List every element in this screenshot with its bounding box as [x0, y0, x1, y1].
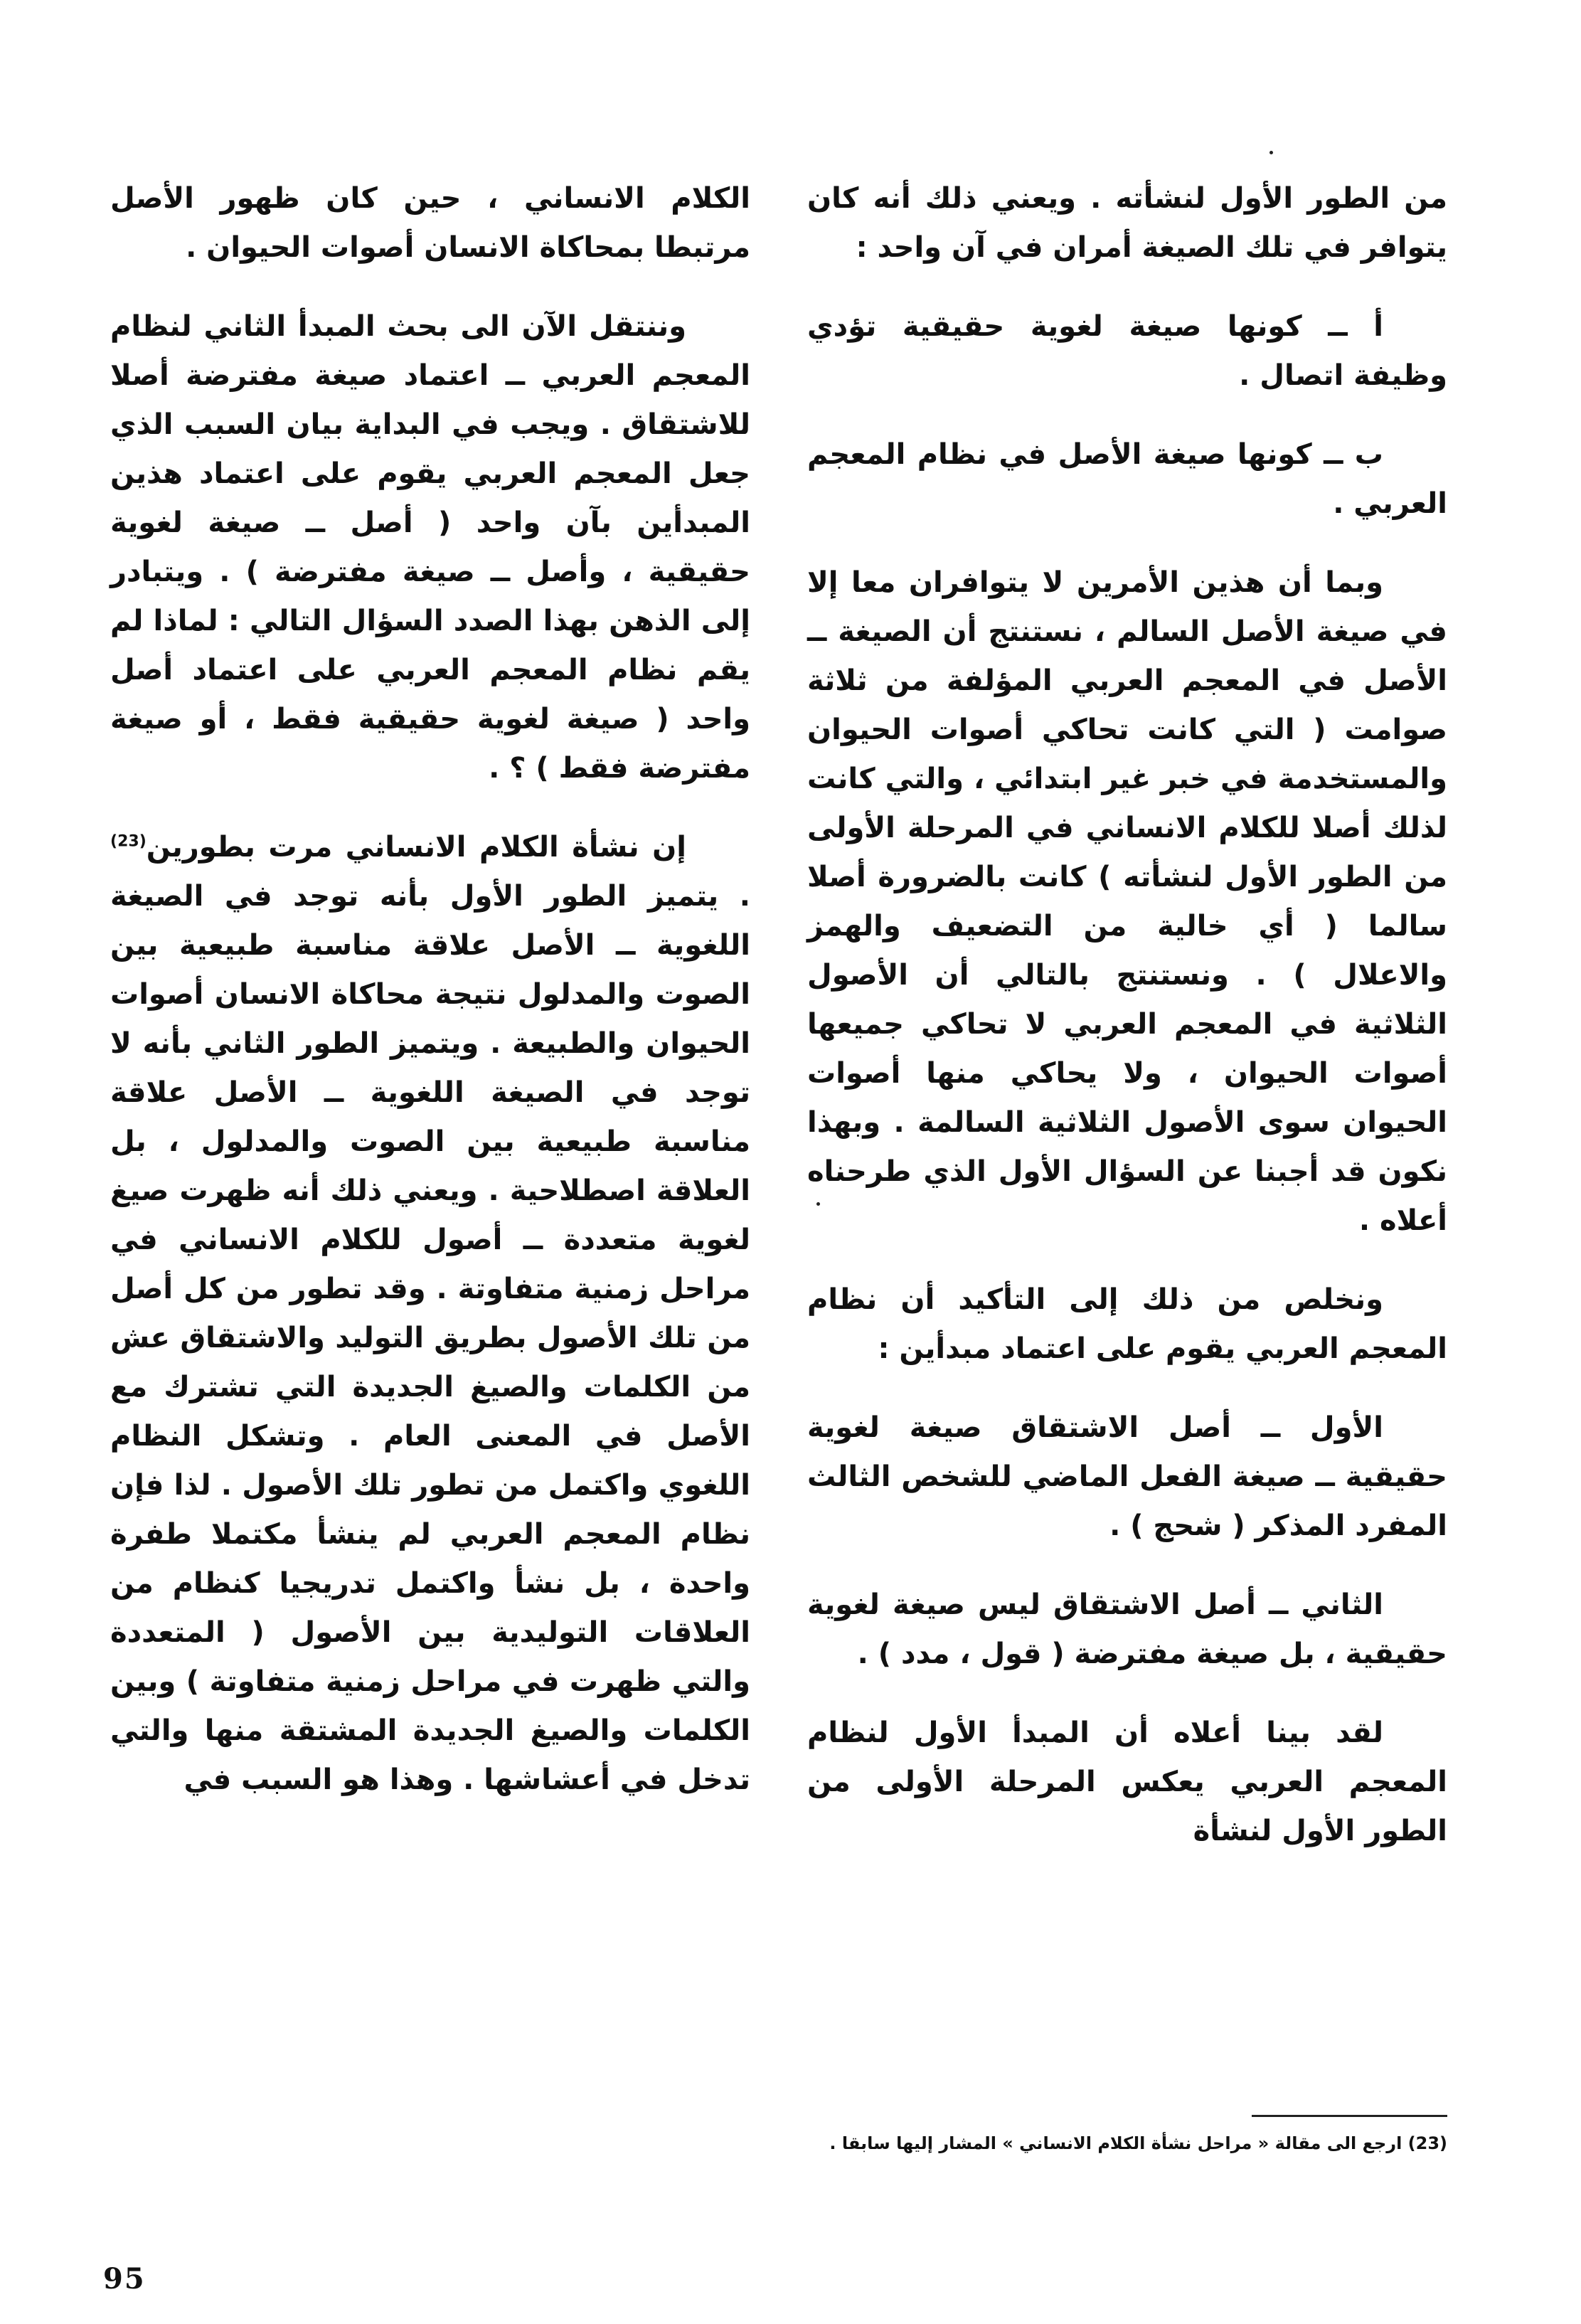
- paragraph: [110, 823, 750, 1805]
- right-column: [807, 174, 1447, 1886]
- footnote-reference[interactable]: (23): [110, 832, 147, 851]
- scan-speck: [1269, 151, 1273, 154]
- footnote-divider: [1252, 2115, 1447, 2117]
- paragraph: الكلام الانساني ، حين كان ظهور الأصل مرتبطا بمحاكاة الانسان أصوات الحيوان .: [110, 182, 750, 264]
- principle-second: الثاني ــ أصل الاشتقاق ليس صيغة لغوية حقيقية ، بل صيغة مفترضة ( قول ، مدد ) .: [807, 1588, 1447, 1670]
- page-number: 95: [103, 2262, 146, 2296]
- left-column: [110, 174, 750, 1835]
- paragraph: ونخلص من ذلك إلى التأكيد أن نظام المعجم العربي يقوم على اعتماد مبدأين :: [807, 1283, 1447, 1365]
- principle-first: الأول ــ أصل الاشتقاق صيغة لغوية حقيقية ــ صيغة الفعل الماضي للشخص الثالث المفرد المذكر ( شحج ) .: [807, 1411, 1447, 1542]
- paragraph: من الطور الأول لنشأته . ويعني ذلك أنه كان يتوافر في تلك الصيغة أمران في آن واحد :: [807, 182, 1447, 264]
- footnote: (23) ارجع الى مقالة « مراحل نشأة الكلام الانساني » المشار إليها سابقا .: [829, 2133, 1447, 2153]
- list-item-b: ب ــ كونها صيغة الأصل في نظام المعجم العربي .: [807, 438, 1447, 520]
- list-item-a: أ ــ كونها صيغة لغوية حقيقية تؤدي وظيفة اتصال .: [807, 310, 1447, 392]
- paragraph-text: إن نشأة الكلام الانساني مرت بطورين: [146, 831, 686, 864]
- paragraph: وبما أن هذين الأمرين لا يتوافران معا إلا في صيغة الأصل السالم ، نستنتج أن الصيغة ــ الأصل في المعجم العربي المؤلفة من ثلاثة صوامت ( التي كانت تحاكي أصوات الحيوان والمستخدمة في خبر غير ابتدائي ، والتي كانت لذلك أصلا للكلام الانساني في المرحلة الأولى من الطور الأول لنشأته ) كانت بالضرورة أصلا سالما ( أي خالية من التضعيف والهمز والاعلال ) . ونستنتج بالتالي أن الأصول الثلاثية في المعجم العربي لا تحاكي جميعها أصوات الحيوان ، ولا يحاكي منها أصوات الحيوان سوى الأصول الثلاثية السالمة . وبهذا نكون قد أجبنا عن السؤال الأول الذي طرحناه أعلاه .: [807, 566, 1447, 1237]
- paragraph-text: . يتميز الطور الأول بأنه توجد في الصيغة اللغوية ــ الأصل علاقة مناسبة طبيعية بين الصوت والمدلول نتيجة محاكاة الانسان أصوات الحيوان والطبيعة . ويتميز الطور الثاني بأنه لا توجد في الصيغة اللغوية ــ الأصل علاقة مناسبة طبيعية بين الصوت والمدلول ، بل العلاقة اصطلاحية . ويعني ذلك أنه ظهرت صيغ لغوية متعددة ــ أصول للكلام الانساني في مراحل زمنية متفاوتة . وقد تطور من كل أصل من تلك الأصول بطريق التوليد والاشتقاق عش من الكلمات والصيغ الجديدة التي تشترك مع الأصل في المعنى العام . وتشكل النظام اللغوي واكتمل من تطور تلك الأصول . لذا فإن نظام المعجم العربي لم ينشأ مكتملا طفرة واحدة ، بل نشأ واكتمل تدريجيا كنظام من العلاقات التوليدية بين الأصول ( المتعددة والتي ظهرت في مراحل زمنية متفاوتة ) وبين الكلمات والصيغ الجديدة المشتقة منها والتي تدخل في أعشاشها . وهذا هو السبب في: [110, 880, 750, 1796]
- scan-speck: [816, 1202, 820, 1206]
- paragraph: لقد بينا أعلاه أن المبدأ الأول لنظام المعجم العربي يعكس المرحلة الأولى من الطور الأول لنشأة: [807, 1717, 1447, 1847]
- paragraph: وننتقل الآن الى بحث المبدأ الثاني لنظام المعجم العربي ــ اعتماد صيغة مفترضة أصلا للاشتقاق . ويجب في البداية بيان السبب الذي جعل المعجم العربي يقوم على اعتماد هذين المبدأين بآن واحد ( أصل ــ صيغة لغوية حقيقية ، وأصل ــ صيغة مفترضة ) . ويتبادر إلى الذهن بهذا الصدد السؤال التالي : لماذا لم يقم نظام المعجم العربي على اعتماد أصل واحد ( صيغة لغوية حقيقية فقط ، أو صيغة مفترضة فقط ) ؟ .: [110, 310, 750, 785]
